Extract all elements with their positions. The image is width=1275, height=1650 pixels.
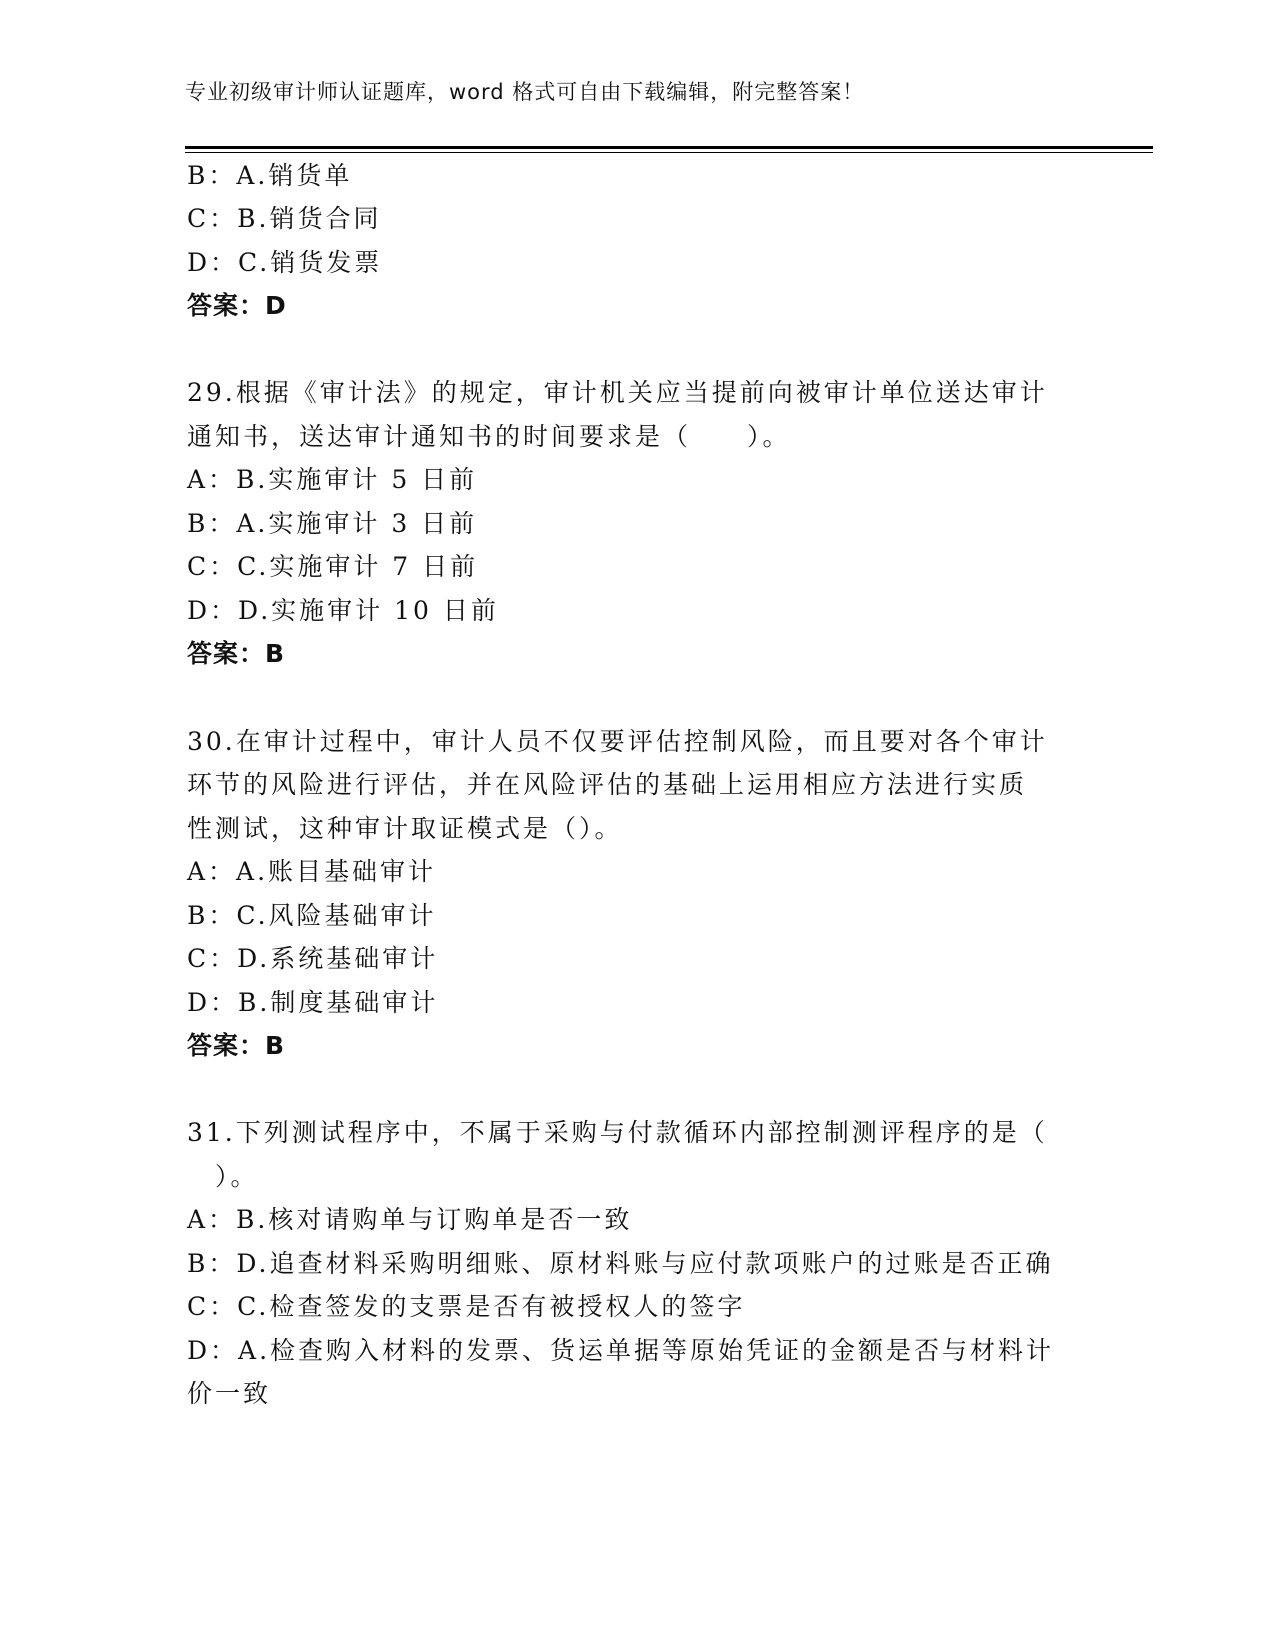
option-d: D：C.销货发票	[187, 248, 383, 277]
header-rule-thick	[185, 146, 1153, 149]
option-d: D：B.制度基础审计	[187, 988, 439, 1017]
option-a: A：B.实施审计 5 日前	[187, 465, 478, 494]
option-c: C：D.系统基础审计	[187, 944, 439, 973]
option-d: D：A.检查购入材料的发票、货运单据等原始凭证的金额是否与材料计	[187, 1336, 1055, 1365]
question-stem-line: 通知书，送达审计通知书的时间要求是（ ）。	[187, 422, 791, 451]
header-title: 专业初级审计师认证题库，word 格式可自由下载编辑，附完整答案！	[185, 80, 865, 104]
option-d: D：D.实施审计 10 日前	[187, 596, 499, 625]
option-a: A：A.账目基础审计	[187, 857, 437, 886]
option-c: C：C.实施审计 7 日前	[187, 552, 479, 581]
option-b: B：C.风险基础审计	[187, 901, 437, 930]
option-b: B：D.追查材料采购明细账、原材料账与应付款项账户的过账是否正确	[187, 1249, 1054, 1278]
option-b: B：A.实施审计 3 日前	[187, 509, 478, 538]
option-c: C：B.销货合同	[187, 204, 382, 233]
question-stem-line: 29.根据《审计法》的规定，审计机关应当提前向被审计单位送达审计	[187, 378, 1048, 407]
answer: 答案：B	[187, 639, 286, 668]
header-rule-thin	[185, 152, 1153, 153]
question-stem-line: 30.在审计过程中，审计人员不仅要评估控制风险，而且要对各个审计	[187, 727, 1048, 756]
answer: 答案：D	[187, 291, 287, 320]
question-stem-line: 31.下列测试程序中，不属于采购与付款循环内部控制测评程序的是（	[187, 1118, 1048, 1147]
option-a: A：B.核对请购单与订购单是否一致	[187, 1205, 633, 1234]
option-c: C：C.检查签发的支票是否有被授权人的签字	[187, 1292, 746, 1321]
option-d-continuation: 价一致	[187, 1379, 272, 1408]
option-b: B：A.销货单	[187, 161, 353, 190]
answer: 答案：B	[187, 1031, 286, 1060]
question-stem-line: 性测试，这种审计取证模式是（）。	[187, 814, 623, 843]
question-stem-line: ）。	[187, 1162, 259, 1191]
question-stem-line: 环节的风险进行评估，并在风险评估的基础上运用相应方法进行实质	[187, 770, 1028, 799]
